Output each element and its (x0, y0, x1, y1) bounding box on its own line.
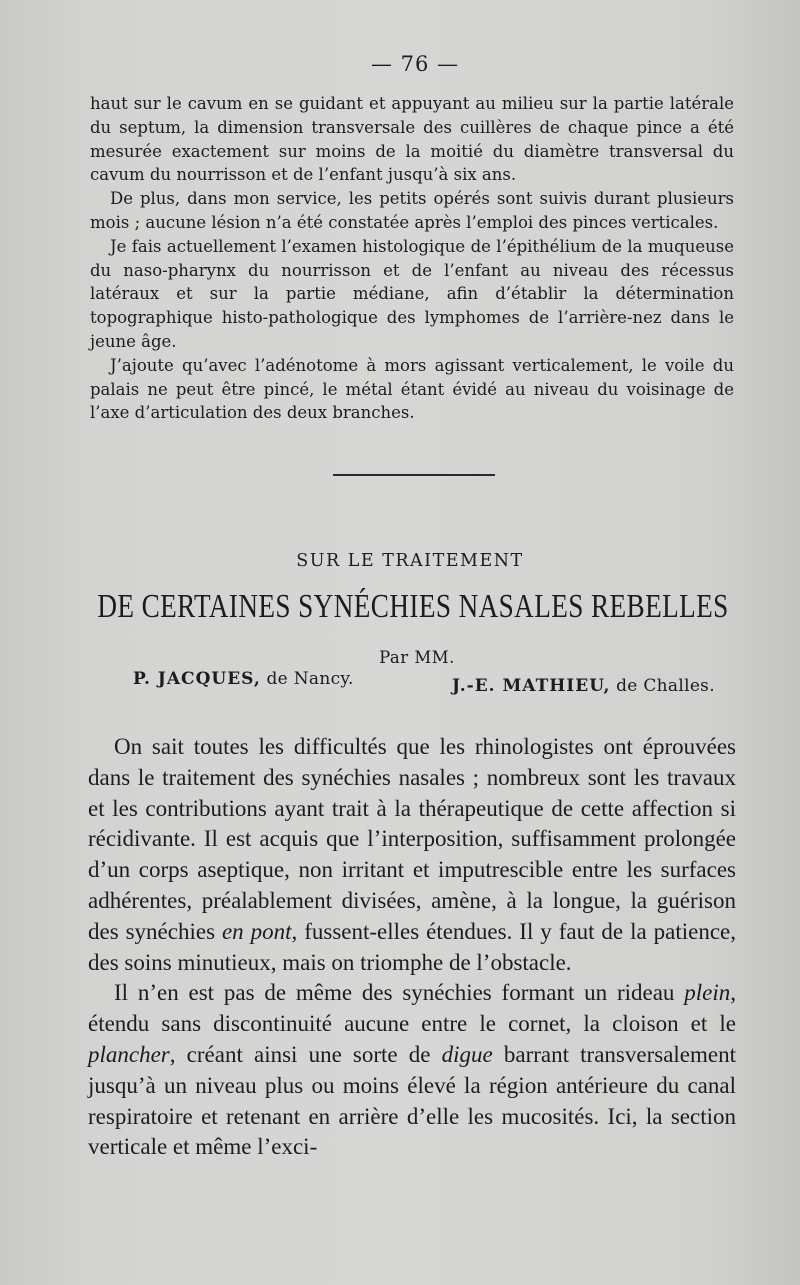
article-title-line2: DE CERTAINES SYNÉCHIES NASALES REBELLES (97, 588, 729, 625)
emphasis: plein (684, 980, 731, 1006)
paragraph: De plus, dans mon service, les petits opérés sont suivis durant plusieurs mois ; aucune lésion n’a été constatée après l’emploi des pinces verticales. (90, 189, 734, 232)
paragraph (88, 978, 736, 1163)
text-run: On sait toutes les difficultés que les rhinologistes ont éprouvées dans le traitement des synéchies nasales ; nombreux sont les travaux et les contributions ayant trait à la thérapeutique de cette affection si récidivante. Il est acquis que l’interposition, suffisamment prolongée d’un corps aseptique, non irritant et imputrescible entre les surfaces adhérentes, préalablement divisées, amène, à la longue, la guérison des synéchies (88, 734, 736, 944)
author-place: de Challes. (616, 676, 715, 696)
paragraph: Je fais actuellement l’examen histologique de l’épithélium de la muqueuse du naso-pharynx du nourrisson et de l’enfant au niveau des récessus latéraux et sur la partie médiane, afin d’établir la détermination topographique histo-pathologique des lymphomes de l’arrière-nez dans le jeune âge. (90, 236, 734, 351)
article-body (88, 732, 736, 1163)
author-mathieu (452, 676, 715, 696)
emphasis: en pont (221, 918, 292, 944)
paragraph: J’ajoute qu’avec l’adénotome à mors agissant verticalement, le voile du palais ne peut être pincé, le métal étant évidé au niveau du voisinage de l’axe d’articulation des deux branches. (90, 355, 734, 423)
paragraph (88, 732, 736, 978)
section-divider (333, 474, 495, 476)
article-title-line1: SUR LE TRAITEMENT (296, 551, 524, 571)
emphasis: plancher (88, 1041, 170, 1067)
page-number: — 76 — (370, 52, 460, 76)
text-run: , créant ainsi une sorte de (169, 1041, 442, 1067)
text-run: Il n’en est pas de même des synéchies formant un rideau (114, 980, 685, 1006)
author-name: P. JACQUES, (133, 669, 261, 689)
author-name: J.-E. MATHIEU, (452, 676, 611, 696)
byline-intro: Par MM. (379, 648, 455, 667)
paragraph: haut sur le cavum en se guidant et appuyant au milieu sur la partie latérale du septum, la dimension transversale des cuillères de chaque pince a été mesurée exactement sur moins de la moitié du diamètre transversal du cavum du nourrisson et de l’enfant jusqu’à six ans. (90, 94, 734, 185)
text-run: , étendu sans discontinuité aucune entre le cornet, la cloison et le (88, 980, 736, 1037)
text-run: , fussent-elles étendues. Il y faut de la patience, des soins minutieux, mais on triomphe de l’obstacle. (88, 918, 736, 975)
text-run: barrant transversalement jusqu’à un niveau plus ou moins élevé la région antérieure du canal respiratoire et retenant en arrière d’elle les mucosités. Ici, la section verticale et même l’exci- (88, 1041, 736, 1160)
author-place: de Nancy. (266, 669, 354, 689)
author-jacques (133, 669, 354, 689)
emphasis: digue (441, 1041, 493, 1067)
top-paragraph-block (90, 92, 734, 425)
